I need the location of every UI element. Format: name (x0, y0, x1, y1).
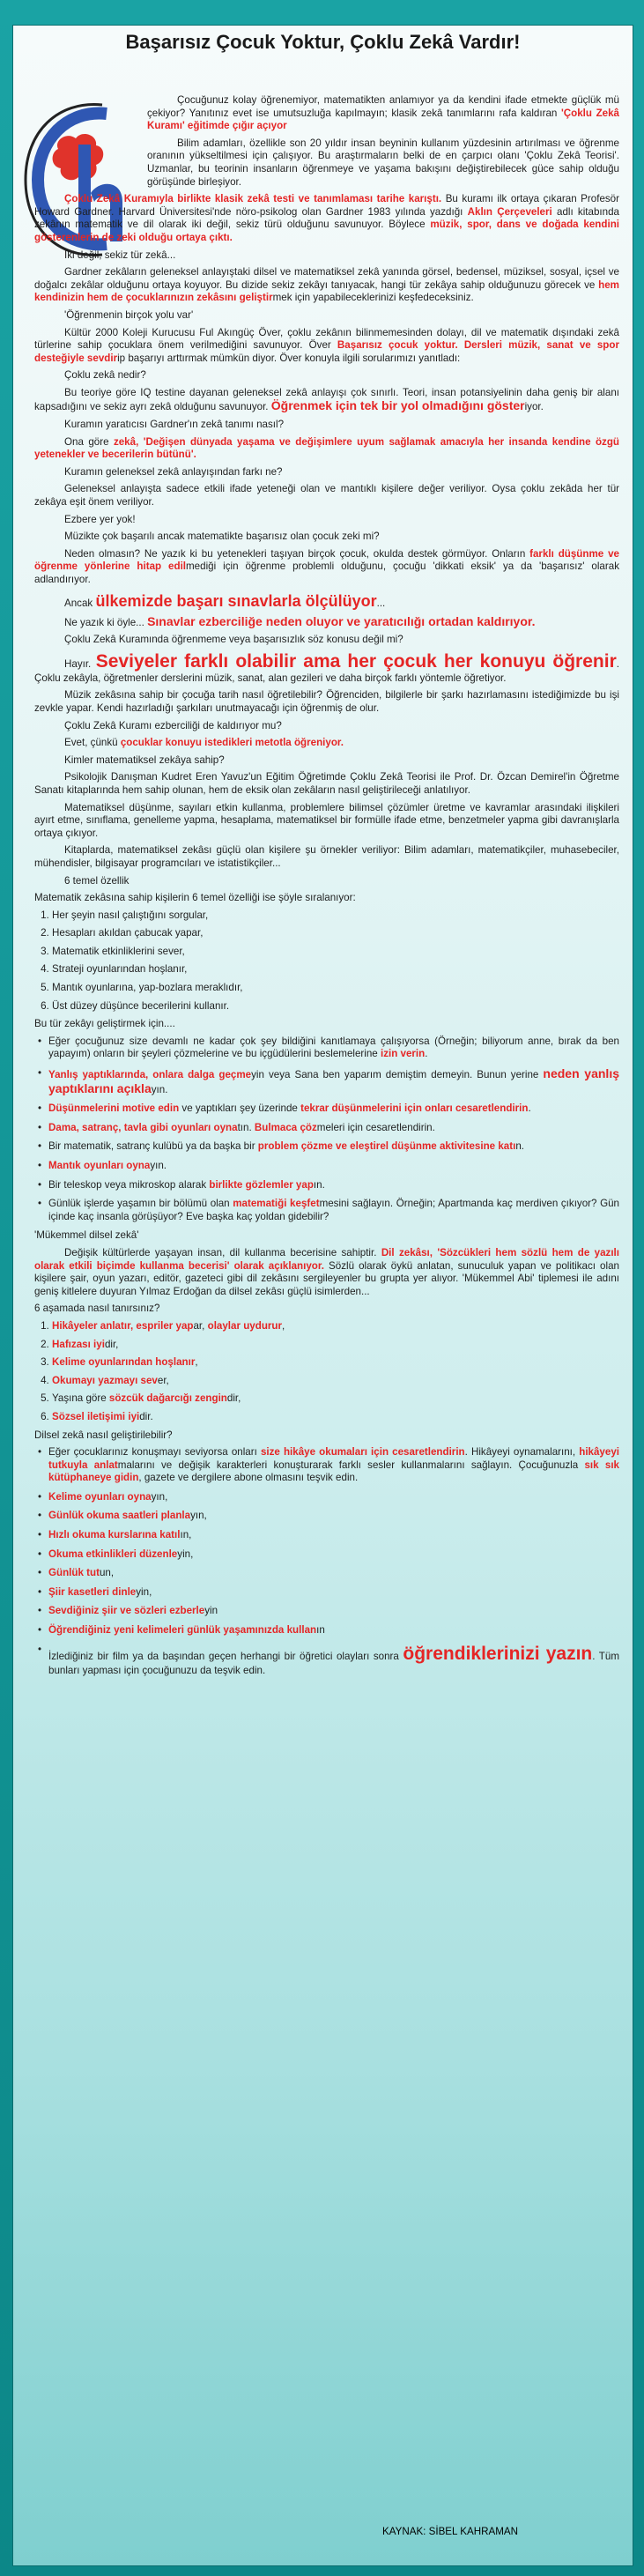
list-item: 6. Sözsel iletişimi iyidir. (52, 1411, 619, 1424)
list-item: • Günlük tutun, (48, 1567, 619, 1580)
answer: Bu teoriye göre IQ testine dayanan geleneksel zekâ anlayışı çok sınırlı. Teori, insan potansiyelinin daha geniş bir alanı kapsadığını ve sekiz ayrı zekâ olduğunu savunuyor. Öğrenmek için tek bir yol olmadığını gösteriyor. (34, 386, 619, 413)
paragraph: Müzik zekâsına sahip bir çocuğa tarih nasıl öğretilebilir? Öğrenciden, bilgilerle bir şarkı hazırlamasını istediğimizde bu işi zevkle yapar. Kendi hazırladığı şarkıları unutmayacağı için öğrenmiş de olur. (34, 689, 619, 714)
list-item: • İzlediğiniz bir film ya da başından geçen herhangi bir öğretici olayları sonra öğrendiklerinizi yazın. Tüm bunları yapması için çocuğunuzu da teşvik edin. (48, 1644, 619, 1678)
paragraph: Bu tür zekâyı geliştirmek için.... (34, 1018, 175, 1030)
answer: Ne yazık ki öyle... Sınavlar ezberciliğe neden oluyor ve yaratıcılığı ortadan kaldırıyor. (64, 613, 536, 628)
article-title: Başarısız Çocuk Yoktur, Çoklu Zekâ Vardır! (125, 31, 521, 53)
question: Çoklu zekâ nedir? (64, 369, 146, 382)
list-item: • Bir matematik, satranç kulübü ya da başka bir problem çözme ve eleştirel düşünme aktivitesine katın. (48, 1140, 619, 1154)
list-item: 1. Her şeyin nasıl çalıştığını sorgular, (52, 909, 619, 923)
paragraph: Gardner zekâların geleneksel anlayıştaki dilsel ve matematiksel zekâ yanında görsel, bedensel, müziksel, sosyal, içsel ve doğalcı zekâlar olduğunu ortaya koyuyor. Bu dizide sekiz zekâyı tanıyacak, hangi tür zekâya sahip olduğunuzu görecek ve hem kendinizin hem de çocuklarınızın zekâsını geliştirmek için yapabileceklerinizi keşfedeceksiniz. (34, 266, 619, 304)
question: Kuramın geleneksel zekâ anlayışından farkı ne? (64, 465, 283, 478)
answer: Evet, çünkü çocuklar konuyu istedikleri metotla öğreniyor. (64, 737, 344, 749)
tips-list (34, 1036, 619, 1224)
features-list (34, 909, 619, 1013)
paragraph: Matematiksel düşünme, sayıları etkin kullanma, problemlere bilimsel çözümler üretme ve kavramlar arasındaki ilişkileri ayırt etme, sınıflama, genelleme yapma, hesaplama, matematiksel bir formülle ifade etme, benzetmeler yapma gibi davranışlarla ortaya çıkıyor. (34, 801, 619, 839)
subheading: 'Mükemmel dilsel zekâ' (34, 1229, 139, 1242)
intro-paragraph: Çocuğunuz kolay öğrenemiyor, matematikten anlamıyor ya da kendini ifade etmekte güçlük mü çekiyor? Yanıtınız evet ise umutsuzluğa kapılmayın; klasik zekâ tanımlarını rafa kaldıran 'Çoklu Zekâ Kuramı' eğitimde çığır açıyor (147, 94, 619, 132)
list-item: 5. Mantık oyunlarına, yap-bozlara meraklıdır, (52, 982, 619, 995)
list-item: 6. Üst düzey düşünce becerilerini kullanır. (52, 1000, 619, 1013)
list-item: • Günlük okuma saatleri planlayın, (48, 1510, 619, 1523)
question: Kuramın yaratıcısı Gardner'ın zekâ tanımı nasıl? (64, 419, 285, 431)
subheading: Dilsel zekâ nasıl geliştirilebilir? (34, 1429, 173, 1441)
list-item: 2. Hesapları akıldan çabucak yapar, (52, 927, 619, 940)
list-item: 2. Hafızası iyidir, (52, 1339, 619, 1352)
question: Çoklu Zekâ Kuramı ezberciliği de kaldırıyor mu? (64, 719, 282, 731)
list-item: 4. Strateji oyunlarından hoşlanır, (52, 963, 619, 976)
paragraph: Çoklu Zekâ Kuramıyla birlikte klasik zekâ testi ve tanımlaması tarihe karıştı. Bu kuramı ilk ortaya çıkaran Profesör Howard Gardner. Harvard Üniversitesi'nde nöro-psikolog olan Gardner 1983 yılında yazdığı Aklın Çerçeveleri adlı kitabında zekânın matematik ve dil olarak iki değil, sekiz türü olduğunu savunuyor. Böylece müzik, spor, dans ve doğada kendini gösterenlerin de zeki olduğu ortaya çıktı. (34, 193, 619, 243)
stages-list (34, 1320, 619, 1424)
list-item: • Günlük işlerde yaşamın bir bölümü olan matematiği keşfetmesini sağlayın. Örneğin; Apartmanda kaç merdiven çıkıyor? Gün içinde kaç insanla görüşüyor? Eve başka kaç yoldan gidebilir? (48, 1198, 619, 1223)
paragraph: Matematik zekâsına sahip kişilerin 6 temel özelliği ise şöyle sıralanıyor: (34, 892, 356, 904)
subheading: İki değil, sekiz tür zekâ... (64, 249, 176, 261)
list-item: • Sevdiğiniz şiir ve sözleri ezberleyin (48, 1605, 619, 1618)
list-item: • Kelime oyunları oynayın, (48, 1491, 619, 1504)
question: Ancak ülkemizde başarı sınavlarla ölçülüyor... (64, 591, 386, 610)
subheading: 'Öğrenmenin birçok yolu var' (64, 308, 194, 321)
develop-list (34, 1446, 619, 1677)
article-body (34, 94, 619, 1683)
answer: Neden olmasın? Ne yazık ki bu yetenekleri taşıyan birçok çocuk, okulda destek görmüyor. Onların farklı düşünme ve öğrenme yönlerine hitap edilmediği için öğrenme problemli olduğunu, çocuğu 'dikkati eksik' ya da 'başarısız' olarak adlandırıyor. (34, 547, 619, 585)
paragraph: Bilim adamları, özellikle son 20 yıldır insan beyninin kullanım yüzdesinin artırılması ve öğrenme oranının yükseltilmesi için çalışıyor. Bu araştırmaların belki de en çarpıcı olanı 'Çoklu Zekâ Teorisi'. Uzmanlar, bu teorinin insanların öğrenmeye ve yaşama bakışını değiştirebilecek güce sahip olduğu görüşünde birleşiyor. (147, 137, 619, 188)
article-paper (12, 25, 633, 2566)
list-item: • Okuma etkinlikleri düzenleyin, (48, 1548, 619, 1562)
list-item: • Eğer çocuğunuz size devamlı ne kadar çok şey bildiğini kanıtlamaya çalışıyorsa (Örneğin; biliyorum anne, bırak da ben yapayım) onların bir şeyleri çözmelerine ve bu içgüdülerini beslemelerine izin verin. (48, 1036, 619, 1061)
paragraph: Kitaplarda, matematiksel zekâsı güçlü olan kişilere şu örnekler veriliyor: Bilim adamları, matematikçiler, muhasebeciler, mühendisler, bilgisayar programcıları ve istatistikçiler... (34, 844, 619, 869)
subheading: 6 aşamada nasıl tanırsınız? (34, 1303, 160, 1315)
list-item: • Şiir kasetleri dinleyin, (48, 1586, 619, 1600)
paragraph: Kültür 2000 Koleji Kurucusu Ful Akıngüç Över, çoklu zekânın bilinmemesinden dolayı, dil ve matematik dışındaki zekâ türlerine sahip çocuklara önem verilmediğini savunuyor. Över Başarısız çocuk yoktur. Dersleri müzik, sanat ve spor desteğiyle sevdirip başarıyı arttırmak mümkün diyor. Över konuyla ilgili sorularımızı yanıtladı: (34, 326, 619, 364)
source-text: KAYNAK: SİBEL KAHRAMAN (382, 2526, 518, 2537)
subheading: Ezbere yer yok! (64, 513, 136, 525)
question: Müzikte çok başarılı ancak matematikte başarısız olan çocuk zeki mi? (64, 531, 380, 543)
list-item: • Bir teleskop veya mikroskop alarak birlikte gözlemler yapın. (48, 1179, 619, 1192)
list-item: 3. Matematik etkinliklerini sever, (52, 946, 619, 959)
answer: Ona göre zekâ, 'Değişen dünyada yaşama ve değişimlere uyum sağlamak amacıyla her insanda kendine özgü yetenekler ve becerilerin bütünü'. (34, 435, 620, 461)
source-credit (13, 2526, 633, 2537)
list-item: • Hızlı okuma kurslarına katılın, (48, 1529, 619, 1542)
subheading: 6 temel özellik (64, 874, 130, 887)
list-item: 4. Okumayı yazmayı sever, (52, 1375, 619, 1388)
list-item: 3. Kelime oyunlarından hoşlanır, (52, 1356, 619, 1370)
answer: Geleneksel anlayışta sadece etkili ifade yeteneği olan ve mantıklı kişilere değer veriliyor. Oysa çoklu zekâda her tür zekâya eşit önem veriliyor. (34, 483, 619, 509)
list-item: 1. Hikâyeler anlatır, espriler yapar, olaylar uydurur, (52, 1320, 619, 1333)
question: Çoklu Zekâ Kuramında öğrenmeme veya başarısızlık söz konusu değil mi? (64, 634, 403, 646)
list-item: • Öğrendiğiniz yeni kelimeleri günlük yaşamınızda kullanın (48, 1624, 619, 1637)
list-item: • Mantık oyunları oynayın. (48, 1160, 619, 1173)
list-item: • Dama, satranç, tavla gibi oyunları oynatın. Bulmaca çözmeleri için cesaretlendirin. (48, 1122, 619, 1135)
question: Kimler matematiksel zekâya sahip? (64, 753, 225, 766)
answer: Psikolojik Danışman Kudret Eren Yavuz'un Eğitim Öğretimde Çoklu Zekâ Teorisi ile Prof. Dr. Özcan Demirel'in Öğretme Sanatı kitaplarında hem sahip olunan, hem de eksik olan zekâların nasıl geliştirileceği anlatılıyor. (34, 771, 619, 796)
paragraph: Değişik kültürlerde yaşayan insan, dil kullanma becerisine sahiptir. Dil zekâsı, 'Sözcükleri hem sözlü hem de yazılı olarak etkili biçimde kullanma becerisi' olarak açıklanıyor. Sözlü olarak öykü anlatan, sunuculuk yapan ve politikacı olan kişilere şair, oyun yazarı, editör, gazeteci gibi dil zekâsını sergileyenler bu grupta yer alıyor. 'Mükemmel Abi' tiplemesi ile adını geniş kitlelere duyuran Yılmaz Erdoğan da dilsel zekâsı güçlü isimlerden... (34, 1246, 619, 1297)
list-item: 5. Yaşına göre sözcük dağarcığı zengindir, (52, 1392, 619, 1406)
list-item: • Eğer çocuklarınız konuşmayı seviyorsa onları size hikâye okumaları için cesaretlendirin. Hikâyeyi oynamalarını, hikâyeyi tutkuyla anlatmalarını ve değişik karakterleri konuşturarak farklı sesler kullanmalarını sağlayın. Çocuğunuzla sık sık kütüphaneye gidin, gazete ve dergilere abone olmasını teşvik edin. (48, 1446, 619, 1485)
list-item: • Yanlış yaptıklarında, onlara dalga geçmeyin veya Sana ben yaparım demiştim demeyin. Bunun yerine neden yanlış yaptıklarını açıklayın. (48, 1067, 619, 1096)
list-item: • Düşünmelerini motive edin ve yaptıkları şey üzerinde tekrar düşünmelerini için onları cesaretlendirin. (48, 1102, 619, 1116)
answer: Hayır. Seviyeler farklı olabilir ama her çocuk her konuyu öğrenir. Çoklu zekâyla, öğretmenler derslerini müzik, sanat, alan gezileri ve daha birçok farklı yöntemle öğretiyor. (34, 650, 619, 684)
